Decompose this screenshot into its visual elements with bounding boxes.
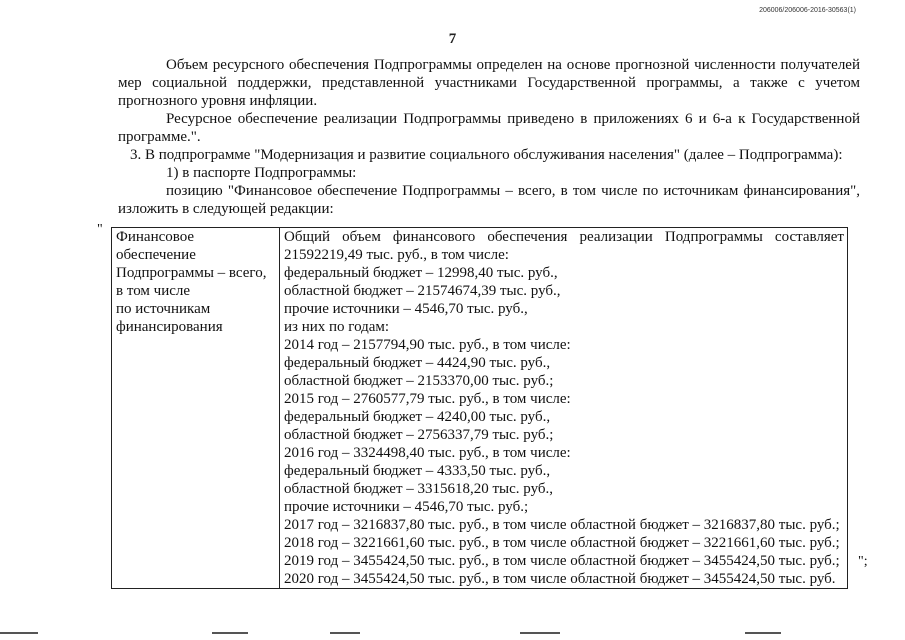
value-line: федеральный бюджет – 12998,40 тыс. руб., — [284, 265, 558, 281]
year-2018-line: 2018 год – 3221661,60 тыс. руб., в том числе областной бюджет – 3221661,60 тыс. руб.; — [284, 535, 840, 551]
paragraph-passport: 1) в паспорте Подпрограммы: — [166, 165, 357, 181]
label-line: Подпрограммы – всего, — [116, 265, 267, 281]
document-id: 206006/206006-2016-30563(1) — [759, 7, 856, 14]
financing-label-cell — [112, 228, 280, 589]
financing-value-cell — [280, 228, 848, 589]
value-line: областной бюджет – 21574674,39 тыс. руб., — [284, 283, 561, 299]
scan-artifact — [745, 632, 781, 634]
paragraph-resource-appendix: Ресурсное обеспечение реализации Подпрограммы приведено в приложениях 6 и 6-а к Государственной программе.". — [118, 111, 860, 145]
value-line: из них по годам: — [284, 319, 390, 335]
table-row — [112, 228, 848, 589]
value-line: федеральный бюджет – 4333,50 тыс. руб., — [284, 463, 551, 479]
total-volume-line: Общий объем финансового обеспечения реализации Подпрограммы составляет 21592219,49 тыс. руб., в том числе: — [284, 229, 844, 263]
scan-artifact — [520, 632, 560, 634]
year-2017-line: 2017 год – 3216837,80 тыс. руб., в том числе областной бюджет – 3216837,80 тыс. руб.; — [284, 517, 840, 533]
year-2016-line: 2016 год – 3324498,40 тыс. руб., в том числе: — [284, 445, 571, 461]
scan-artifact — [212, 632, 248, 634]
value-line: областной бюджет – 2153370,00 тыс. руб.; — [284, 373, 554, 389]
paragraph-resource-volume: Объем ресурсного обеспечения Подпрограммы определен на основе прогнозной численности получателей мер социальной поддержки, представленной участниками Государственной программы, а также с учетом прогнозного уровня инфляции. — [118, 57, 860, 109]
value-line: прочие источники – 4546,70 тыс. руб.; — [284, 499, 529, 515]
quote-close: "; — [858, 554, 868, 569]
label-line: обеспечение — [116, 247, 196, 263]
year-2020-line: 2020 год – 3455424,50 тыс. руб., в том числе областной бюджет – 3455424,50 тыс. руб. — [284, 571, 836, 587]
value-line: федеральный бюджет – 4424,90 тыс. руб., — [284, 355, 551, 371]
year-2015-line: 2015 год – 2760577,79 тыс. руб., в том числе: — [284, 391, 571, 407]
scan-artifact — [330, 632, 360, 634]
label-line: финансирования — [116, 319, 223, 335]
label-line: по источникам — [116, 301, 211, 317]
body-text — [118, 56, 860, 218]
label-line: Финансовое — [116, 229, 195, 245]
scan-artifact — [0, 632, 38, 634]
value-line: прочие источники – 4546,70 тыс. руб., — [284, 301, 528, 317]
paragraph-subprogram-3: 3. В подпрограмме "Модернизация и развитие социального обслуживания населения" (далее – Подпрограмма): — [130, 147, 843, 163]
year-2014-line: 2014 год – 2157794,90 тыс. руб., в том числе: — [284, 337, 571, 353]
value-line: федеральный бюджет – 4240,00 тыс. руб., — [284, 409, 551, 425]
value-line: областной бюджет – 2756337,79 тыс. руб.; — [284, 427, 554, 443]
year-2019-line: 2019 год – 3455424,50 тыс. руб., в том числе областной бюджет – 3455424,50 тыс. руб.; — [284, 553, 840, 569]
value-line: областной бюджет – 3315618,20 тыс. руб., — [284, 481, 554, 497]
page-number: 7 — [448, 31, 457, 47]
financing-table — [111, 227, 848, 589]
label-line: в том числе — [116, 283, 191, 299]
paragraph-position: позицию "Финансовое обеспечение Подпрограммы – всего, в том числе по источникам финансирования", изложить в следующей редакции: — [118, 183, 860, 217]
quote-open: " — [97, 222, 103, 237]
